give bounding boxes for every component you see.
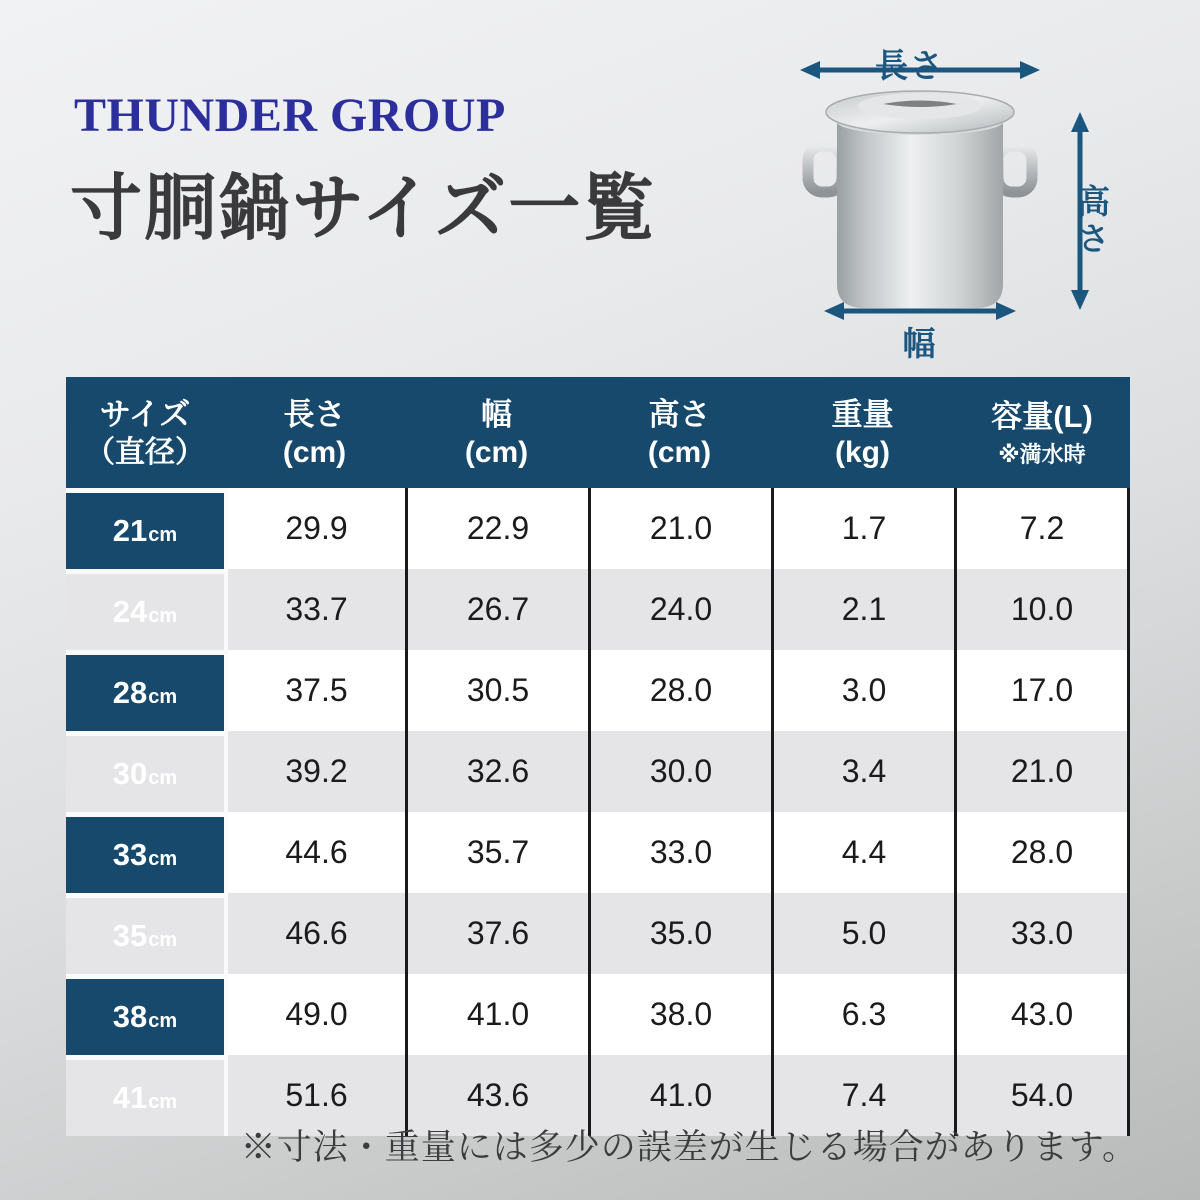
size-cell: 30cm [66, 731, 224, 812]
weight-cell: 4.4 [771, 812, 954, 893]
capacity-cell: 43.0 [954, 974, 1130, 1055]
capacity-cell: 7.2 [954, 488, 1130, 569]
size-cell: 41cm [66, 1055, 224, 1136]
height-cell: 35.0 [588, 893, 771, 974]
length-cell: 44.6 [224, 812, 405, 893]
page-title: 寸胴鍋サイズ一覧 [70, 169, 657, 249]
header-size: サイズ （直径） [66, 377, 224, 488]
header-width: 幅 (cm) [405, 377, 588, 488]
pot-left-handle [808, 146, 842, 192]
capacity-cell: 21.0 [954, 731, 1130, 812]
brand-logo-text: THUNDER GROUP [74, 89, 506, 142]
length-cell: 29.9 [224, 488, 405, 569]
weight-cell: 6.3 [771, 974, 954, 1055]
size-spec-table [66, 377, 1130, 1136]
table-row [66, 650, 1130, 731]
length-label: 長さ [875, 47, 945, 84]
capacity-cell: 54.0 [954, 1055, 1130, 1136]
height-cell: 24.0 [588, 569, 771, 650]
length-cell: 49.0 [224, 974, 405, 1055]
capacity-cell: 17.0 [954, 650, 1130, 731]
weight-cell: 5.0 [771, 893, 954, 974]
header-height: 高さ (cm) [588, 377, 771, 488]
width-cell: 22.9 [405, 488, 588, 569]
size-cell: 28cm [66, 650, 224, 731]
weight-cell: 1.7 [771, 488, 954, 569]
capacity-cell: 10.0 [954, 569, 1130, 650]
table-row [66, 731, 1130, 812]
height-label: 高さ [1073, 184, 1110, 258]
height-cell: 21.0 [588, 488, 771, 569]
width-cell: 41.0 [405, 974, 588, 1055]
capacity-cell: 33.0 [954, 893, 1130, 974]
height-cell: 41.0 [588, 1055, 771, 1136]
size-cell: 21cm [66, 488, 224, 569]
width-cell: 43.6 [405, 1055, 588, 1136]
pot-body [837, 122, 1003, 308]
size-cell: 33cm [66, 812, 224, 893]
table-row [66, 488, 1130, 569]
table-row [66, 812, 1130, 893]
height-cell: 28.0 [588, 650, 771, 731]
weight-cell: 2.1 [771, 569, 954, 650]
height-cell: 38.0 [588, 974, 771, 1055]
weight-cell: 7.4 [771, 1055, 954, 1136]
width-cell: 26.7 [405, 569, 588, 650]
pot-right-handle [998, 146, 1032, 192]
width-cell: 30.5 [405, 650, 588, 731]
table-header-row [66, 377, 1130, 488]
width-cell: 35.7 [405, 812, 588, 893]
length-cell: 51.6 [224, 1055, 405, 1136]
length-cell: 46.6 [224, 893, 405, 974]
tolerance-footnote: ※寸法・重量には多少の誤差が生じる場合があります。 [240, 1128, 1138, 1167]
weight-cell: 3.4 [771, 731, 954, 812]
width-cell: 32.6 [405, 731, 588, 812]
length-cell: 37.5 [224, 650, 405, 731]
table-row [66, 974, 1130, 1055]
header-length: 長さ (cm) [224, 377, 405, 488]
height-cell: 30.0 [588, 731, 771, 812]
length-cell: 39.2 [224, 731, 405, 812]
table-row [66, 569, 1130, 650]
header-capacity: 容量(L) ※満水時 [954, 377, 1130, 488]
length-cell: 33.7 [224, 569, 405, 650]
width-cell: 37.6 [405, 893, 588, 974]
size-cell: 35cm [66, 893, 224, 974]
table-row [66, 893, 1130, 974]
weight-cell: 3.0 [771, 650, 954, 731]
size-cell: 24cm [66, 569, 224, 650]
capacity-cell: 28.0 [954, 812, 1130, 893]
height-cell: 33.0 [588, 812, 771, 893]
header-weight: 重量 (kg) [771, 377, 954, 488]
size-cell: 38cm [66, 974, 224, 1055]
width-label: 幅 [902, 325, 938, 362]
pot-dimension-diagram [780, 18, 1130, 363]
